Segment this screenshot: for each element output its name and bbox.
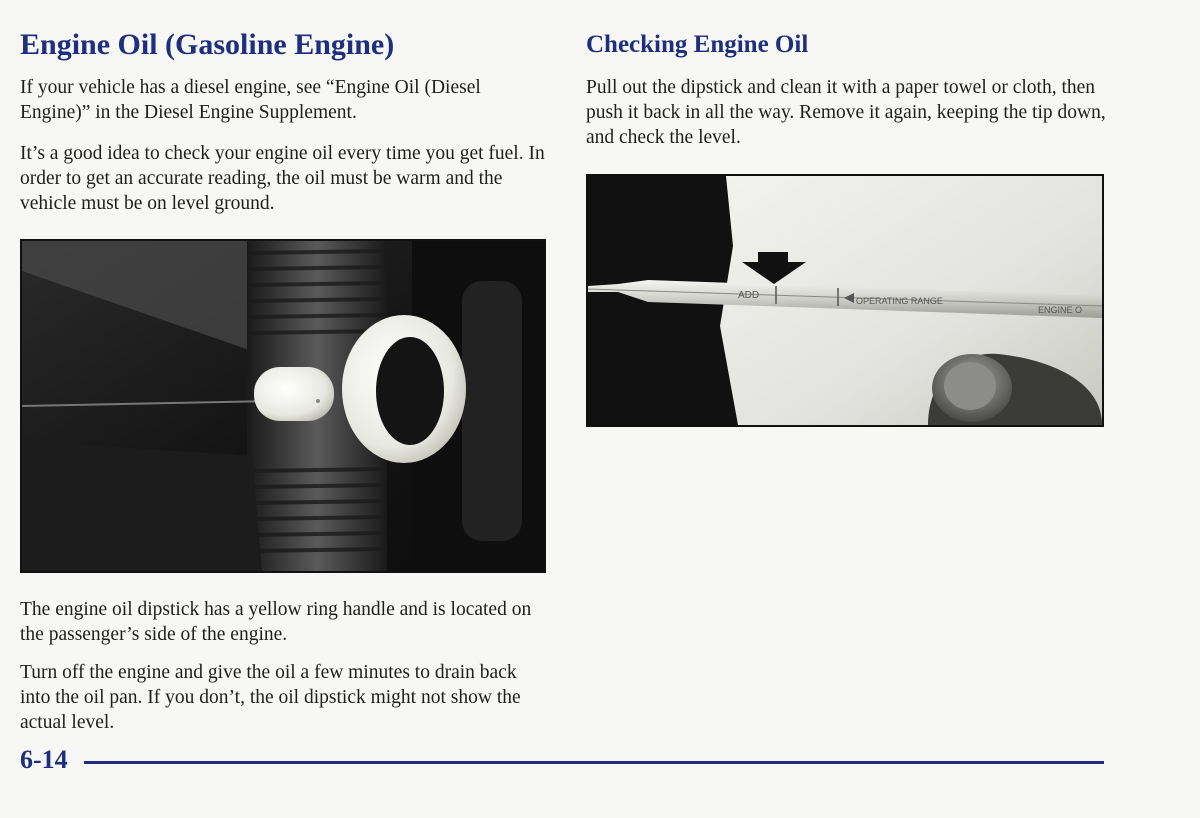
paragraph-diesel-note: If your vehicle has a diesel engine, see “Engine Oil (Diesel Engine)” in the Diesel Engine Supplement. bbox=[20, 77, 481, 123]
paragraph-dipstick-location: The engine oil dipstick has a yellow ring handle and is located on the passenger’s side of the engine. bbox=[20, 599, 532, 645]
section-heading-gasoline-engine: Engine Oil (Gasoline Engine) bbox=[20, 28, 395, 61]
add-label: ADD bbox=[738, 290, 760, 301]
engine-bay-illustration bbox=[22, 241, 544, 571]
operating-range-label: OPERATING RANGE bbox=[856, 296, 943, 306]
dipstick-closeup-illustration bbox=[588, 176, 1102, 425]
paragraph-pull-dipstick: Pull out the dipstick and clean it with a paper towel or cloth, then push it back in all the way. Remove it again, keeping the tip down, and check the level. bbox=[586, 77, 1106, 148]
dipstick-level-photo bbox=[586, 174, 1104, 427]
footer-rule bbox=[84, 761, 1104, 764]
page-number: 6-14 bbox=[20, 745, 68, 774]
paragraph-turn-off-engine: Turn off the engine and give the oil a few minutes to drain back into the oil pan. If you don’t, the oil dipstick might not show the actual level. bbox=[20, 662, 521, 733]
section-heading-checking-oil: Checking Engine Oil bbox=[586, 31, 809, 58]
engine-dipstick-photo bbox=[20, 239, 546, 573]
paragraph-check-oil-advice: It’s a good idea to check your engine oil every time you get fuel. In order to get an accurate reading, the oil must be warm and the vehicle must be on level ground. bbox=[20, 143, 545, 214]
engine-oil-label: ENGINE O bbox=[1038, 305, 1083, 315]
